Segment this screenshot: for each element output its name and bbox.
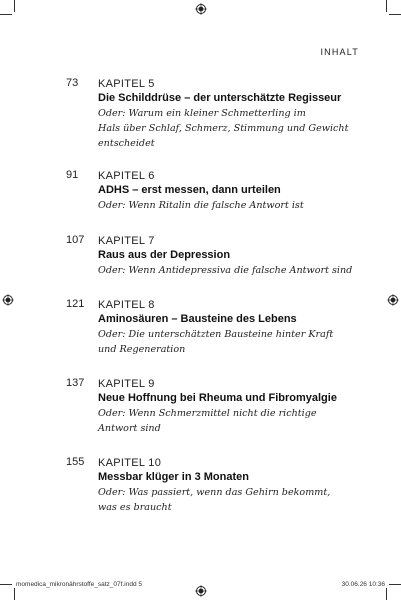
chapter-subtitle-line: Oder: Warum ein kleiner Schmetterling im [98,108,306,119]
chapter-label: KAPITEL 10 [98,457,162,469]
page-number: 137 [66,377,85,389]
chapter-subtitle-line: und Regeneration [98,344,186,355]
crop-mark-bottom-right [389,584,401,585]
registration-mark-bottom-icon [195,585,207,597]
chapter-subtitle-line: Antwort sind [98,423,161,434]
running-header: INHALT [320,47,359,57]
page-number: 107 [66,234,85,246]
chapter-subtitle-line: was es braucht [98,502,172,513]
crop-mark-top-left [0,14,12,15]
chapter-subtitle-line: Oder: Wenn Ritalin die falsche Antwort ist [98,200,304,211]
slug-filename: momedica_mikronährstoffe_satz_07f.indd 5 [16,581,142,588]
chapter-title: Neue Hoffnung bei Rheuma und Fibromyalgie [98,392,337,404]
page-number: 91 [66,169,79,181]
registration-mark-top-icon [195,3,207,15]
chapter-subtitle-line: Oder: Die unterschätzten Bausteine hinter Kraft [98,329,334,340]
page-number: 155 [66,456,85,468]
chapter-label: KAPITEL 7 [98,235,155,247]
chapter-title: Raus aus der Depression [98,249,231,261]
chapter-label: KAPITEL 5 [98,78,155,90]
chapter-subtitle-line: Hals über Schlaf, Schmerz, Stimmung und Gewicht [98,123,349,134]
chapter-title: ADHS – erst messen, dann urteilen [98,184,281,196]
chapter-label: KAPITEL 8 [98,299,155,311]
registration-mark-right-icon [387,294,399,306]
crop-mark-top-right-vertical [386,0,387,12]
chapter-title: Aminosäuren – Bausteine des Lebens [98,313,297,325]
chapter-subtitle-line: Oder: Wenn Antidepressiva die falsche Antwort sind [98,265,353,276]
chapter-title: Die Schilddrüse – der unterschätzte Regisseur [98,92,342,104]
chapter-subtitle-line: Oder: Was passiert, wenn das Gehirn bekommt, [98,487,331,498]
page-number: 121 [66,298,85,310]
crop-mark-top-right [389,14,401,15]
crop-mark-top-left-vertical [14,0,15,12]
slug-timestamp: 30.06.26 10:36 [341,581,385,588]
chapter-label: KAPITEL 6 [98,170,155,182]
chapter-subtitle-line: entscheidet [98,138,155,149]
crop-mark-bottom-left-vertical [14,588,15,600]
chapter-title: Messbar klüger in 3 Monaten [98,471,249,483]
chapter-subtitle-line: Oder: Wenn Schmerzmittel nicht die richtige [98,408,317,419]
crop-mark-bottom-left [0,584,12,585]
registration-mark-left-icon [2,294,14,306]
crop-mark-bottom-right-vertical [386,588,387,600]
page-number: 73 [66,77,79,89]
chapter-label: KAPITEL 9 [98,378,155,390]
